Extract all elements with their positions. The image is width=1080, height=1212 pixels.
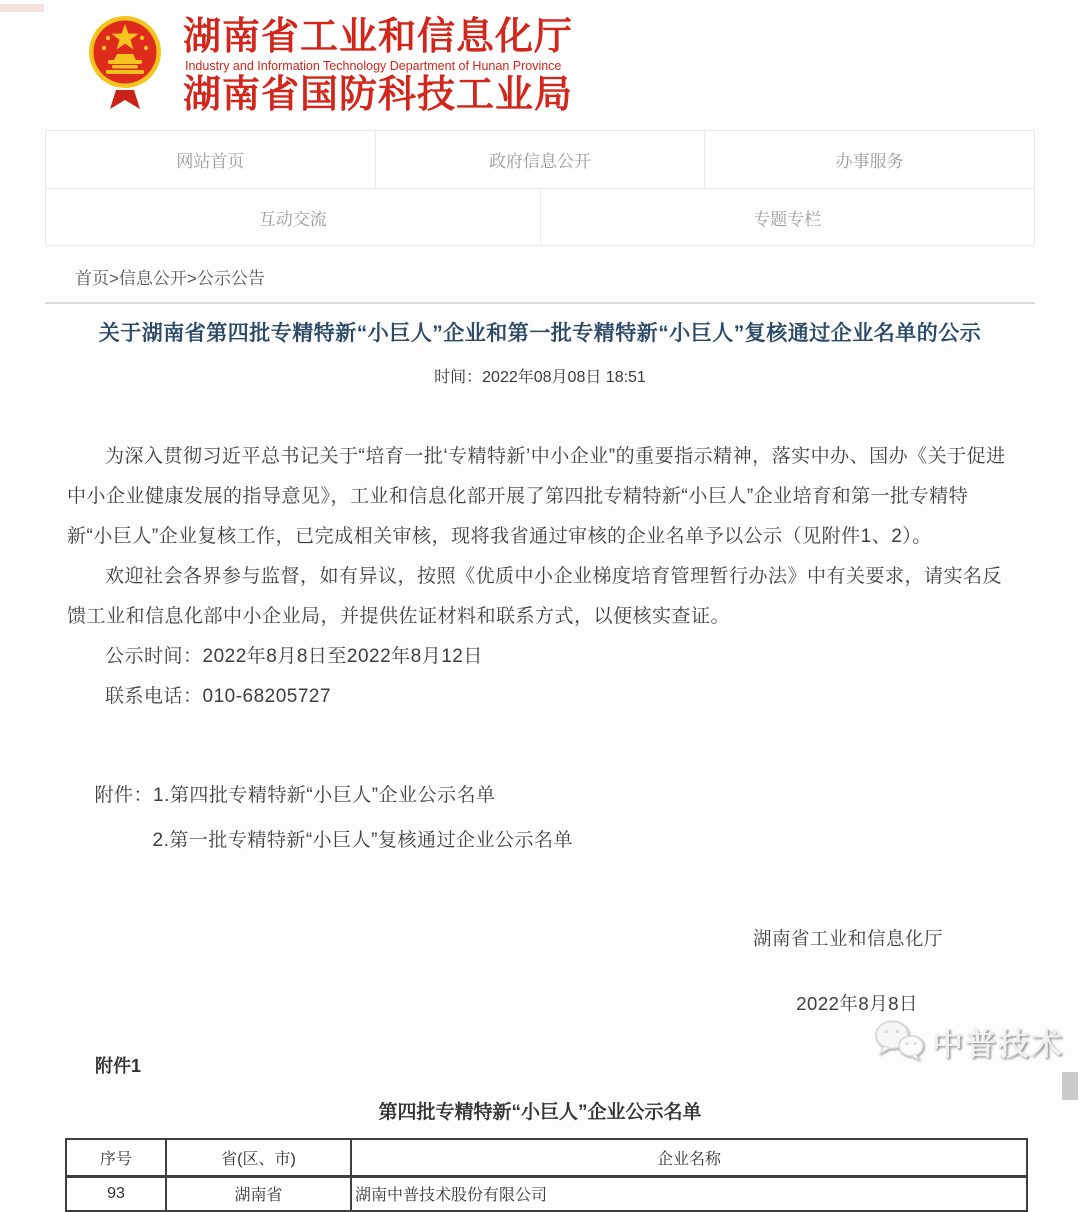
divider-line (45, 302, 1035, 304)
signature-org: 湖南省工业和信息化厅 (752, 928, 943, 949)
org-name-english: Industry and Information Technology Department of Hunan Province (185, 59, 562, 73)
contact-phone-line: 联系电话：010-68205727 (105, 686, 332, 707)
nav-item-home[interactable]: 网站首页 (176, 152, 245, 171)
annex-table-title: 第四批专精特新“小巨人”企业公示名单 (378, 1102, 702, 1123)
nav-item-gov-info[interactable]: 政府信息公开 (375, 131, 705, 188)
nav-row-2 (46, 188, 1034, 245)
table-header-row (66, 1139, 1027, 1176)
header-cell-company: 企业名称 (351, 1139, 1027, 1176)
nav-item-services[interactable]: 办事服务 (704, 131, 1034, 188)
table-row (66, 1176, 1027, 1211)
annex-label: 附件1 (95, 1056, 142, 1076)
site-header (0, 0, 1080, 130)
org-title-block (183, 16, 573, 116)
nav-item-special-columns[interactable]: 专题专栏 (540, 189, 1035, 245)
attachment-link-2[interactable]: 2.第一批专精特新“小巨人”复核通过企业公示名单 (152, 830, 574, 851)
paragraph-1: 为深入贯彻习近平总书记关于“培育一批‘专精特新’中小企业”的重要指示精神，落实中办、国办《关于促进中小企业健康发展的指导意见》，工业和信息化部开展了第四批专精特新“小巨人”企业培育和第一批专精特新“小巨人”企业复核工作，已完成相关审核，现将我省通过审核的企业名单予以公示（见附件1、2）。 (67, 446, 1006, 547)
cell-company: 湖南中普技术股份有限公司 (351, 1176, 1027, 1211)
publish-time: 时间：2022年08月08日 18:51 (434, 369, 646, 386)
company-list-table (65, 1138, 1028, 1212)
scan-artifact (0, 4, 44, 12)
nav-item-interaction[interactable]: 互动交流 (258, 209, 327, 229)
cell-province: 湖南省 (166, 1176, 351, 1211)
signature-date: 2022年8月8日 (796, 993, 918, 1014)
notice-period-line: 公示时间：2022年8月8日至2022年8月12日 (105, 646, 483, 667)
national-emblem-icon (86, 12, 164, 112)
signature-block (67, 919, 1013, 1024)
article-body (67, 437, 1013, 1024)
org-name-line2: 湖南省国防科技工业局 (183, 74, 574, 116)
page-title: 关于湖南省第四批专精特新“小巨人”企业和第一批专精特新“小巨人”复核通过企业名单的公示 (98, 322, 982, 345)
breadcrumb[interactable]: 首页>信息公开>公示公告 (75, 269, 265, 288)
main-nav (45, 130, 1035, 246)
nav-row-1 (46, 131, 1034, 188)
header-cell-province: 省(区、市) (166, 1139, 351, 1176)
scrollbar-thumb[interactable] (1062, 1072, 1078, 1100)
cell-serial: 93 (66, 1176, 166, 1211)
paragraph-2: 欢迎社会各界参与监督，如有异议，按照《优质中小企业梯度培育管理暂行办法》中有关要求，请实名反馈工业和信息化部中小企业局，并提供佐证材料和联系方式，以便核实查证。 (67, 566, 1003, 627)
watermark-text: 中普技术 (932, 1026, 1064, 1062)
org-name-line1: 湖南省工业和信息化厅 (183, 16, 574, 58)
attachment-link-1[interactable]: 附件：1.第四批专精特新“小巨人”企业公示名单 (94, 785, 496, 806)
attachments-list (67, 773, 1013, 863)
national-emblem-logo (86, 12, 164, 112)
header-cell-serial: 序号 (66, 1139, 166, 1176)
